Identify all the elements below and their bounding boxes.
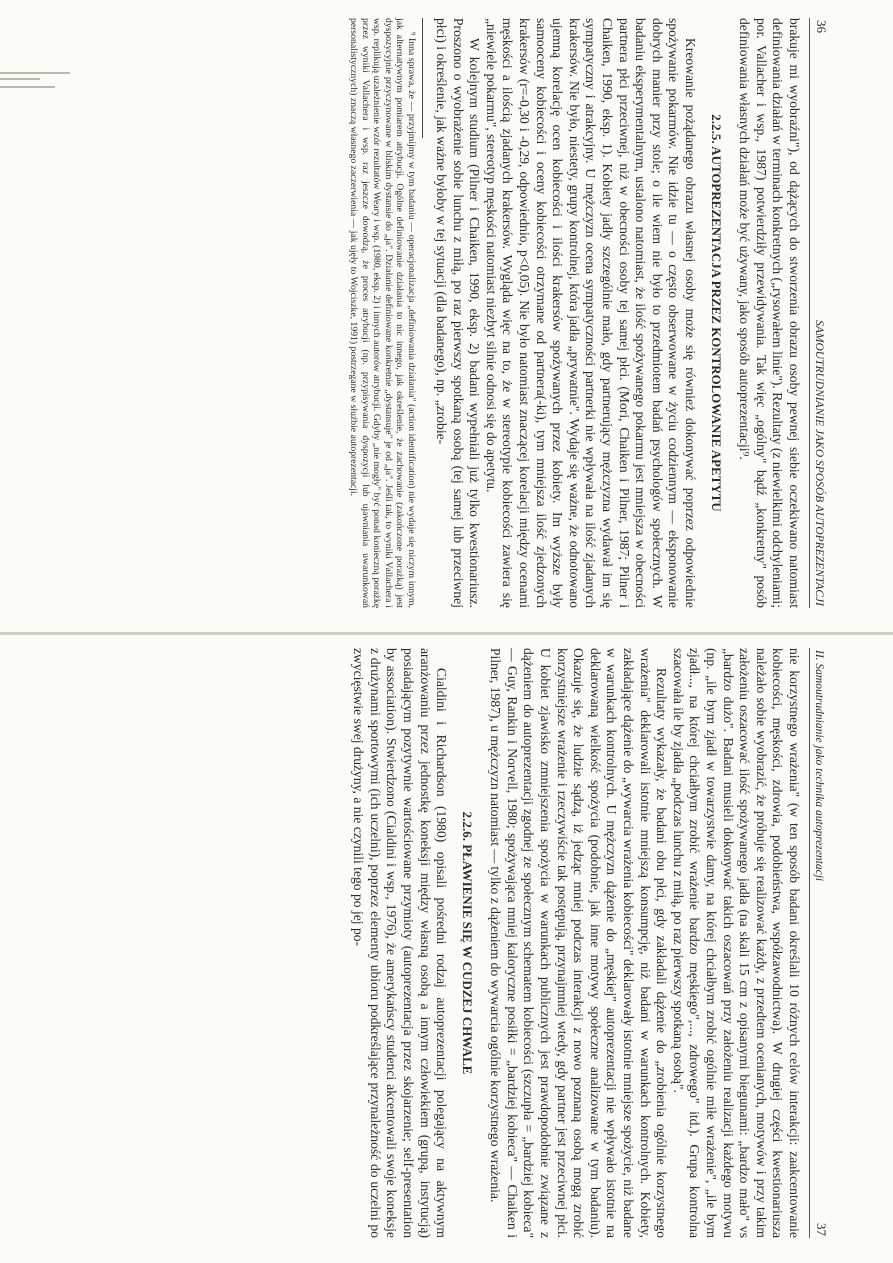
page-number: 37 <box>814 1223 829 1236</box>
footnote: ⁹ Inna sprawa, że — przyjmijmy w tym badaniu — operacjonalizacja „definiowania działania" (action identification) nie wydaje się niczym innym, jak alternatywnym pomiarem atrybucji. Ogólne definiowanie działania to nic innego, jak określenie, że zachowanie (zakończone porażką) jest dyspozycyjnie przyczynowane w bliskim dystansie do „ja". Działanie definiowane konkretnie „dystansuje" je od „ja". Jeśli tak, to wyniki Vallachera i wsp. replikują uzależnienie wzór rezultatów Weary i wsp. (1980, eksp. 2) i innych autorów atrybucji. Gdyby „nie mogły" być ponad konieczną porażkę przez wyniki Vallachera i wsp. raz jeszcze dowodzą, że proces atrybucji (np. przypisywania dyspozycji lub ujawniania uwarunkowań personalistycznych) znaczą własnego zaczerwienia — jak ujęły to Wojciszke, 1991) postrzegane w służbie autoprezentacji. <box>348 18 417 608</box>
page-header <box>809 648 835 1238</box>
footnote-rule <box>422 18 423 138</box>
running-head: SAMOUTRUDNIANIE JAKO SPOSÓB AUTOPREZENTACJI <box>813 320 825 606</box>
section-heading: 2.2.6. PŁAWIENIE SIĘ W CUDZEJ CHWALE <box>459 811 474 1075</box>
paragraph: brakuje mi wyobraźni"), od dążących do stworzenia obrazu osoby pewnej siebie oczekiwano natomiast definiowania działań w terminach konkretnych („rysowałem linie"). Rezultaty (z niewielkimi odchyleniami; por. Vallacher i wsp., 1987) potwierdziły przewidywania. Tak więc „ogólny" bądź „konkretny" posób definiowania własnych działań może być używany, jako sposób autoprezentacji⁹. <box>737 18 802 608</box>
page-36 <box>25 18 835 608</box>
body-text <box>350 648 802 1238</box>
section-heading: 2.2.5. AUTOPREZENTACJA PRZEZ KONTROLOWANIE APETYTU <box>708 114 723 512</box>
paragraph: Kreowanie pożądanego obrazu własnej osoby może się również dokonywać poprzez odpowiednie spożywanie pokarmów. Nie idzie tu — o często obserwowane w życiu codziennym — eksponowanie dobrych manier przy stole; o ile wiem nie było to przedmiotem badań psychologów społecznych. W badaniu eksperymentalnym, ustalono natomiast, że ilość spożywanego pokarmu jest mniejsza w obecności partnera płci przeciwnej, niż w obecności osoby tej samej płci. (Mori, Chaiken i Pilner, 1987; Pilner i Chaiken, 1990, eksp. 1). Kobiety jadły szczególnie mało, gdy partnerujący mężczyzna wydawał im się sympatyczny i atrakcyjny. U mężczyzn ocena sympatyczności partnerki nie wpływała na ilość zjadanych krakersów. Nie było, niestety, grupy kontrolnej, która jadła „prywatnie". Wydaje się ważne, że odnotowano ujemną korelację ocen kobiecości i ilości krakersów spożywanych przez kobiety. Im wyższe były samooceny kobiecości i oceny kobiecości otrzymane od partnera(-ki), tym mniejsza ilość zjedzonych krakersów (r=-0,30 i -0,29, odpowiednio, p<0,05). Nie było natomiast znaczącej korelacji między ocenami męskości a ilością zjadanych krakersów. Wygląda więc na to, że w stereotypie kobiecości zawiera się „niewiele pokarmu", stereotyp męskości natomiast niezbyt silnie odnosi się do apetytu. <box>483 18 699 608</box>
page-37 <box>25 648 835 1238</box>
book-gutter <box>0 632 893 635</box>
paragraph: Cialdini i Richardson (1980) opisali pośredni rodzaj autoprezentacji polegający na aktywnym aranżowaniu przez jednostkę koneksji między własną osobą a innym człowiekiem (grupą, instytucją) posiadającym pozytywnie wartościowane przymioty (autoprezentacja przez skojarzenie; self-presentation by association). Stwierdzono (Cialdini i wsp., 1976), że amerykańscy studenci akcentowali swoje koneksje z drużynami sportowymi (ich uczelni), poprzez elementy ubioru podkreślające przynależność do uczelni po zwycięstwie swej drużyny, a nie czynili tego po jej po- <box>351 648 450 1238</box>
paragraph: Rezultaty wykazały, że badani obu płci, gdy zakładali dążenie do „zrobienia ogólnie korzystnego wrażenia" deklarowali istotnie mniejszą konsumpcję, niż badani w warunkach kontrolnych. Kobiety, zakładające dążenie do „wywarcia wrażenia kobiecości" deklarowały istotnie mniejsze spożycie, niż badane w warunkach kontrolnych. U mężczyzn dążenie do „męskiej" autoprezentacji nie wpływało istotnie na deklarowaną wielkość spożycia (podobnie, jak inne motywy społeczne analizowane w tym badaniu). Okazuje się, że ludzie sądzą, iż jedząc mniej podczas interakcji z nowo poznaną osobą mogą zrobić korzystniejsze wrażenie i rzeczywiście tak postępują, przynajmniej wtedy, gdy partner jest przeciwnej płci. U kobiet zjawisko zmniejszenia spożycia w warunkach publicznych jest prawdopodobnie związane z dążeniem do autoprezentacji zgodnej ze społecznym schematem kobiecości (szczupła = „bardziej kobieca" — Guy, Rankin i Norvell, 1980; spożywająca mniej kaloryczne posiłki = „bardziej kobieca" — Chaiken i Pilner, 1987), u mężczyzn natomiast — tylko z dążeniem do wywarcia ogólnie korzystnego wrażenia. <box>488 648 670 1238</box>
paragraph: W kolejnym studium (Pilner i Chaiken, 1990, eksp. 2) badani wypełniali już tylko kwestionariusz. Proszono o wyobrażenie sobie lunchu z miłą, po raz pierwszy spotkaną osobą (tej samej lub przeciwnej płci) i określenie, jak ważne byłoby w tej sytuacji (dla badanego), np. „zrobie- <box>434 18 483 608</box>
page-header <box>809 18 835 608</box>
page-number: 36 <box>814 20 829 33</box>
running-head: II. Samoutrudnianie jako technika autoprezentacji <box>813 650 825 882</box>
body-text <box>433 18 802 608</box>
paragraph: nie korzystnego wrażenia" (w ten sposób badani określali 10 różnych celów interakcji: zaakcentowanie kobiecości, męskości, zdrowia, podobieństwa, współzawodnictwa). W drugiej części kwestionariusza należało sobie wyobrazić, że próbuje się realizować każdy, z przedtem ocenianych, motywów i przy takim założeniu oszacować ilość spożywanego jadła (na skali 15 cm z opisanymi biegunami: „bardzo mało" vs „bardzo dużo". Badani musieli dokonywać takich oszacowań przy założeniu realizacji każdego motywu (np. „ile bym zjadł w towarzystwie damy, na której chciałbym zrobić ogólnie miłe wrażenie", „ile bym zjadł..., na której chciałbym zrobić wrażenie bardzo męskiego",..., zdrowego" itd.). Grupa kontrolna szacowała ile by zjadła „podczas lunchu z miłą, po raz pierwszy spotkaną osobą". <box>670 648 802 1238</box>
